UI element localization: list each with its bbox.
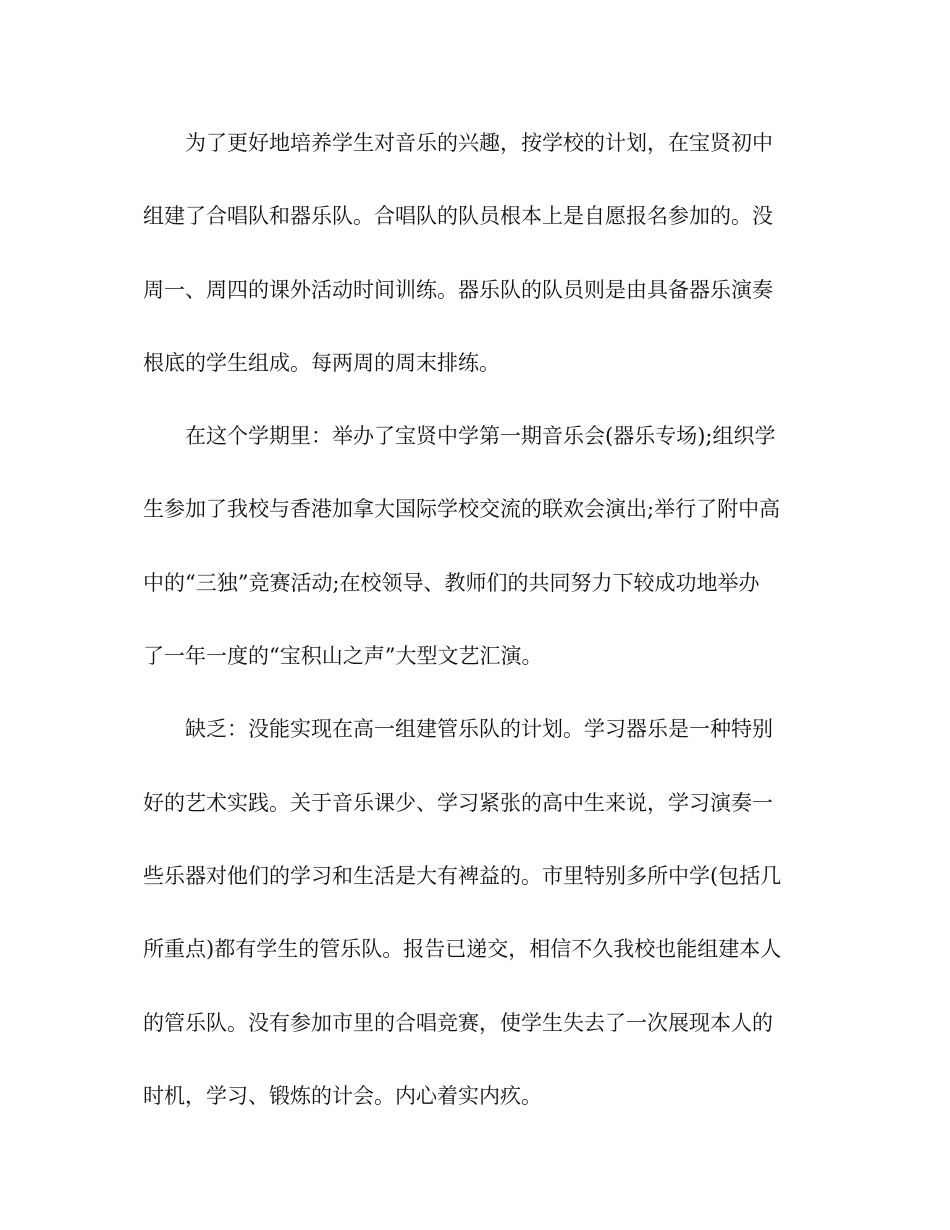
paragraph-1-line-4: 根底的学生组成。每两周的周末排练。 bbox=[143, 350, 500, 375]
paragraph-1-line-1: 为了更好地培养学生对音乐的兴趣，按学校的计划，在宝贤初中 bbox=[185, 131, 773, 155]
paragraph-3-line-6: 时机，学习、锻炼的计会。内心着实内疚。 bbox=[143, 1083, 542, 1108]
paragraph-2-line-4: 了一年一度的“宝积山之声”大型文艺汇演。 bbox=[143, 644, 543, 669]
paragraph-3-line-5: 的管乐队。没有参加市里的合唱竞赛，使学生失去了一次展现本人的 bbox=[143, 1010, 773, 1035]
paragraph-2-line-1: 在这个学期里：举办了宝贤中学第一期音乐会(器乐专场);组织学 bbox=[185, 424, 776, 449]
paragraph-2-line-3: 中的“三独”竞赛活动;在校领导、教师们的共同努力下较成功地举办 bbox=[143, 570, 760, 595]
paragraph-3-line-3: 些乐器对他们的学习和生活是大有裨益的。市里特别多所中学(包括几 bbox=[143, 863, 782, 888]
paragraph-1-line-3: 周一、周四的课外活动时间训练。器乐队的队员则是由具备器乐演奏 bbox=[143, 277, 773, 302]
paragraph-3-line-2: 好的艺术实践。关于音乐课少、学习紧张的高中生来说，学习演奏一 bbox=[143, 790, 773, 815]
paragraph-2-line-2: 生参加了我校与香港加拿大国际学校交流的联欢会演出;举行了附中高 bbox=[143, 497, 781, 522]
document-body bbox=[143, 118, 808, 1144]
paragraph-3-line-4: 所重点)都有学生的管乐队。报告已递交，相信不久我校也能组建本人 bbox=[143, 937, 782, 962]
paragraph-3-line-1: 缺乏：没能实现在高一组建管乐队的计划。学习器乐是一种特别 bbox=[185, 717, 773, 742]
paragraph-1-line-2: 组建了合唱队和器乐队。合唱队的队员根本上是自愿报名参加的。没 bbox=[143, 204, 773, 229]
